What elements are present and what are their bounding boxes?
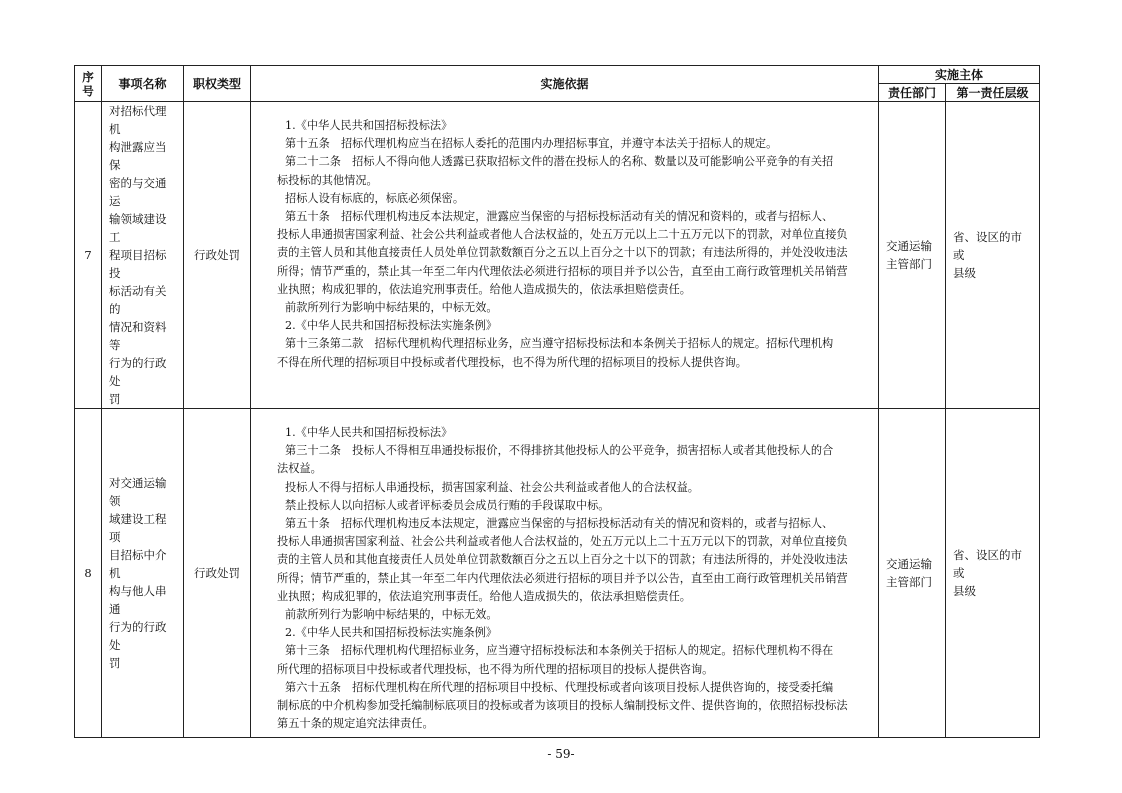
- header-item-name: 事项名称: [102, 66, 184, 102]
- header-seq: [75, 66, 102, 102]
- basis-line: 前款所列行为影响中标结果的，中标无效。: [285, 301, 498, 315]
- basis-line: 第五十条的规定追究法律责任。: [277, 717, 434, 731]
- enforcement-table: [74, 65, 1040, 738]
- text-line: 县级: [953, 266, 976, 280]
- power-type: 行政处罚: [184, 409, 251, 738]
- basis-line: 1.《中华人民共和国招标投标法》: [285, 426, 453, 439]
- text-line: 对交通运输领: [109, 476, 167, 508]
- basis-line: 业执照；构成犯罪的，依法追究刑事责任。给他人造成损失的，依法承担赔偿责任。: [277, 282, 691, 296]
- basis-line: 第十五条 招标代理机构应当在招标人委托的范围内办理招标事宜，并遵守本法关于招标人的规定。: [285, 137, 778, 151]
- basis-line: 所代理的招标项目中投标或者代理投标，也不得为所代理的招标项目的投标人提供咨询。: [277, 662, 714, 676]
- text-line: 输领域建设工: [109, 212, 167, 244]
- row-number: 7: [75, 102, 102, 409]
- basis-line: 第十三条 招标代理机构代理招标业务，应当遵守招标投标法和本条例关于招标人的规定。招标代理机构不得在: [285, 644, 834, 658]
- header-dept: 责任部门: [879, 84, 946, 102]
- basis-line: 所得；情节严重的，禁止其一年至二年内代理依法必须进行招标的项目并予以公告，直至由工商行政管理机关吊销营: [277, 571, 848, 585]
- basis-line: 所得；情节严重的，禁止其一年至二年内代理依法必须进行招标的项目并予以公告，直至由工商行政管理机关吊销营: [277, 264, 848, 278]
- responsible-dept: [879, 102, 946, 409]
- text-line: 行为的行政处: [109, 620, 167, 652]
- item-name: [102, 102, 184, 409]
- basis-line: 第十三条第二款 招标代理机构代理招标业务，应当遵守招标投标法和本条例关于招标人的规定。招标代理机构: [285, 337, 834, 351]
- basis-line: 投标人不得与招标人串通投标，损害国家利益、社会公共利益或者他人的合法权益。: [285, 480, 699, 494]
- text-line: 罚: [109, 392, 121, 406]
- basis-line: 第二十二条 招标人不得向他人透露已获取招标文件的潜在投标人的名称、数量以及可能影响公平竞争的有关招: [285, 155, 834, 169]
- basis-line: 第六十五条 招标代理机构在所代理的招标项目中投标、代理投标或者向该项目投标人提供咨询的，接受委托编: [285, 680, 834, 694]
- basis-line: 法权益。: [277, 462, 322, 476]
- header-power-type: 职权类型: [184, 66, 251, 102]
- basis-line: 禁止投标人以向招标人或者评标委员会成员行贿的手段谋取中标。: [285, 498, 610, 512]
- table-row: [75, 102, 1040, 409]
- basis-line: 不得在所代理的招标项目中投标或者代理投标，也不得为所代理的招标项目的投标人提供咨询。: [277, 355, 747, 369]
- basis-line: 2.《中华人民共和国招标投标法实施条例》: [285, 626, 498, 640]
- basis-line: 1.《中华人民共和国招标投标法》: [285, 119, 453, 132]
- header-seq-text: 序号: [82, 69, 94, 98]
- basis-line: 责的主管人员和其他直接责任人员处单位罚款数额百分之五以上百分之十以下的罚款；有违法所得的，并处没收违法: [277, 246, 848, 260]
- text-line: 省、设区的市或: [953, 548, 1022, 580]
- text-line: 对招标代理机: [109, 104, 167, 136]
- text-line: 构泄露应当保: [109, 140, 167, 172]
- responsibility-level: [946, 409, 1040, 738]
- text-line: 程项目招标投: [109, 248, 167, 280]
- text-line: 目招标中介机: [109, 548, 167, 580]
- text-line: 标活动有关的: [109, 284, 167, 316]
- text-line: 交通运输: [886, 239, 932, 253]
- power-type: 行政处罚: [184, 102, 251, 409]
- basis-line: 责的主管人员和其他直接责任人员处单位罚款数额百分之五以上百分之十以下的罚款；有违法所得的，并处没收违法: [277, 553, 848, 567]
- text-line: 主管部门: [886, 575, 932, 589]
- text-line: 省、设区的市或: [953, 230, 1022, 262]
- text-line: 罚: [109, 656, 121, 670]
- basis-line: 业执照；构成犯罪的，依法追究刑事责任。给他人造成损失的，依法承担赔偿责任。: [277, 589, 691, 603]
- responsibility-level: [946, 102, 1040, 409]
- responsible-dept: [879, 409, 946, 738]
- text-line: 县级: [953, 584, 976, 598]
- basis-line: 招标人设有标底的，标底必须保密。: [285, 191, 465, 205]
- basis-line: 第三十二条 投标人不得相互串通投标报价，不得排挤其他投标人的公平竞争，损害招标人或者其他投标人的合: [285, 444, 834, 458]
- item-name: [102, 409, 184, 738]
- text-line: 域建设工程项: [109, 512, 167, 544]
- text-line: 构与他人串通: [109, 584, 167, 616]
- header-subject: 实施主体: [879, 66, 1040, 84]
- legal-basis: [251, 409, 879, 738]
- text-line: 交通运输: [886, 557, 932, 571]
- text-line: 密的与交通运: [109, 176, 167, 208]
- basis-line: 投标人串通损害国家利益、社会公共利益或者他人合法权益的，处五万元以上二十五万元以下的罚款，对单位直接负: [277, 228, 848, 242]
- basis-line: 第五十条 招标代理机构违反本法规定，泄露应当保密的与招标投标活动有关的情况和资料的，或者与招标人、: [285, 517, 834, 531]
- text-line: 主管部门: [886, 257, 932, 271]
- basis-line: 2.《中华人民共和国招标投标法实施条例》: [285, 319, 498, 333]
- basis-line: 第五十条 招标代理机构违反本法规定，泄露应当保密的与招标投标活动有关的情况和资料的，或者与招标人、: [285, 210, 834, 224]
- legal-basis: [251, 102, 879, 409]
- page-number: - 59-: [547, 747, 575, 761]
- basis-line: 制标底的中介机构参加受托编制标底项目的投标或者为该项目的投标人编制投标文件、提供咨询的，依照招标投标法: [277, 699, 848, 713]
- table-row: [75, 409, 1040, 738]
- header-level: 第一责任层级: [946, 84, 1040, 102]
- row-number: 8: [75, 409, 102, 738]
- text-line: 行为的行政处: [109, 356, 167, 388]
- text-line: 情况和资料等: [109, 320, 167, 352]
- header-basis: 实施依据: [251, 66, 879, 102]
- basis-line: 投标人串通损害国家利益、社会公共利益或者他人合法权益的，处五万元以上二十五万元以下的罚款，对单位直接负: [277, 535, 848, 549]
- basis-line: 前款所列行为影响中标结果的，中标无效。: [285, 608, 498, 622]
- basis-line: 标投标的其他情况。: [277, 173, 378, 187]
